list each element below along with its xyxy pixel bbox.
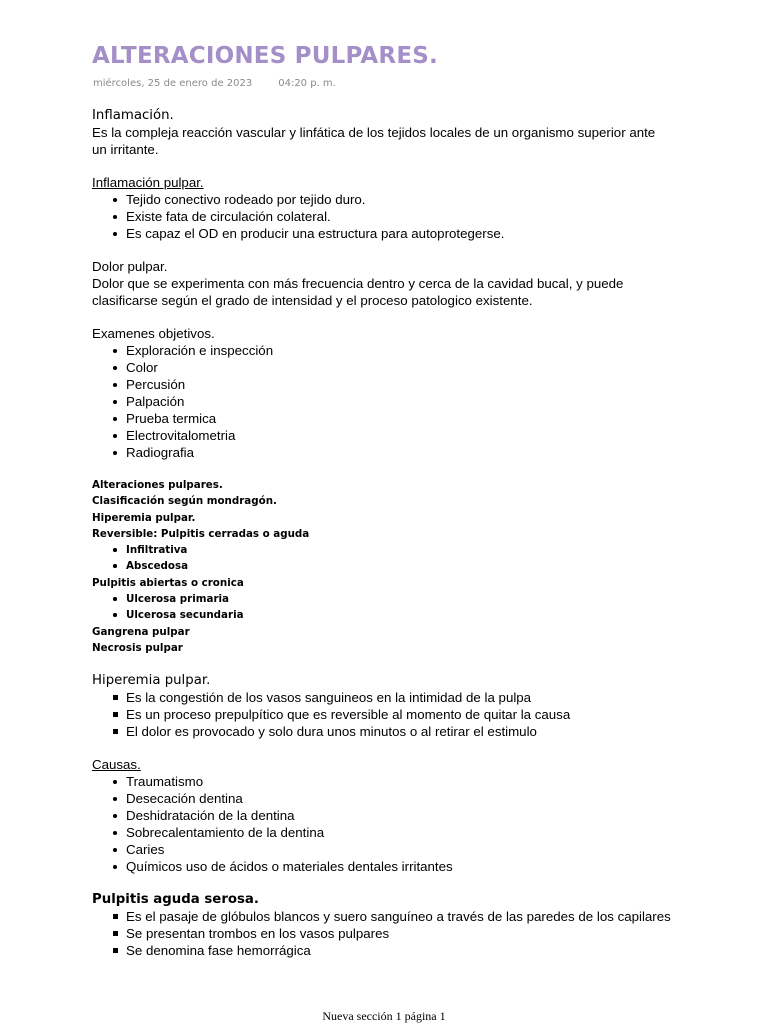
list-item: Se denomina fase hemorrágica	[92, 942, 672, 959]
page-time: 04:20 p. m.	[278, 78, 336, 89]
list-item: El dolor es provocado y solo dura unos minutos o al retirar el estimulo	[92, 723, 672, 740]
section-heading: Pulpitis aguda serosa.	[92, 892, 259, 908]
list-item: Es el pasaje de glóbulos blancos y suero sanguíneo a través de las paredes de los capilares	[92, 908, 672, 925]
list-item: Existe fata de circulación colateral.	[92, 208, 672, 225]
text-line: Reversible: Pulpitis cerradas o aguda	[92, 527, 310, 540]
section-inflamacion-pulpar	[92, 174, 672, 242]
list-item: Ulcerosa secundaria	[92, 607, 672, 623]
paragraph: Dolor que se experimenta con más frecuencia dentro y cerca de la cavidad bucal, y puede clasificarse según el grado de intensidad y el proceso patologico existente.	[92, 276, 624, 308]
list-item: Es la congestión de los vasos sanguineos en la intimidad de la pulpa	[92, 689, 672, 706]
list-item: Exploración e inspección	[92, 342, 672, 359]
bullet-list	[92, 342, 672, 461]
list-item: Color	[92, 359, 672, 376]
text-line: Clasificación según mondragón.	[92, 495, 277, 508]
list-item: Ulcerosa primaria	[92, 591, 672, 607]
section-clasificacion	[92, 477, 672, 656]
section-heading	[92, 107, 672, 124]
section-heading: Dolor pulpar.	[92, 259, 168, 274]
list-item: Sobrecalentamiento de la dentina	[92, 824, 672, 841]
heading-dot: .	[169, 108, 174, 123]
list-item: Prueba termica	[92, 410, 672, 427]
text-line: Hiperemia pulpar.	[92, 511, 196, 524]
section-heading: Causas.	[92, 757, 141, 773]
bullet-list	[92, 542, 672, 575]
page-footer: Nueva sección 1 página 1	[322, 1009, 446, 1023]
page-date: miércoles, 25 de enero de 2023	[93, 78, 253, 89]
section-heading: Inflamación pulpar.	[92, 175, 204, 190]
note-content	[92, 107, 672, 959]
bullet-list	[92, 908, 672, 959]
list-item: Tejido conectivo rodeado por tejido duro.	[92, 191, 672, 208]
list-item: Es capaz el OD en producir una estructura para autoprotegerse.	[92, 225, 672, 242]
list-item: Electrovitalometria	[92, 427, 672, 444]
list-item: Palpación	[92, 393, 672, 410]
section-dolor-pulpar	[92, 258, 672, 309]
section-examenes	[92, 325, 672, 461]
bullet-list	[92, 591, 672, 624]
section-inflamacion	[92, 107, 672, 158]
list-item: Deshidratación de la dentina	[92, 807, 672, 824]
section-causas	[92, 756, 672, 875]
heading-text: Inflamación	[92, 108, 170, 123]
section-heading: Examenes objetivos.	[92, 326, 215, 341]
text-line: Alteraciones pulpares.	[92, 479, 223, 491]
section-heading: Hiperemia pulpar.	[92, 673, 211, 689]
list-item: Caries	[92, 841, 672, 858]
list-item: Percusión	[92, 376, 672, 393]
text-line: Pulpitis abiertas o cronica	[92, 576, 244, 589]
page-title: ALTERACIONES PULPARES.	[92, 43, 438, 69]
list-item: Químicos uso de ácidos o materiales dentales irritantes	[92, 858, 672, 875]
text-line: Gangrena pulpar	[92, 625, 190, 638]
list-item: Desecación dentina	[92, 790, 672, 807]
text-line: Necrosis pulpar	[92, 641, 183, 654]
list-item: Traumatismo	[92, 773, 672, 790]
paragraph: Es la compleja reacción vascular y linfática de los tejidos locales de un organismo superior ante un irritante.	[92, 125, 656, 157]
section-hiperemia	[92, 672, 672, 740]
list-item: Infiltrativa	[92, 542, 672, 558]
bullet-list	[92, 191, 672, 242]
list-item: Abscedosa	[92, 558, 672, 574]
section-pulpitis-serosa	[92, 891, 672, 959]
page-dateline	[93, 78, 336, 89]
list-item: Se presentan trombos en los vasos pulpares	[92, 925, 672, 942]
bullet-list	[92, 689, 672, 740]
bullet-list	[92, 773, 672, 875]
list-item: Es un proceso prepulpítico que es reversible al momento de quitar la causa	[92, 706, 672, 723]
list-item: Radiografia	[92, 444, 672, 461]
